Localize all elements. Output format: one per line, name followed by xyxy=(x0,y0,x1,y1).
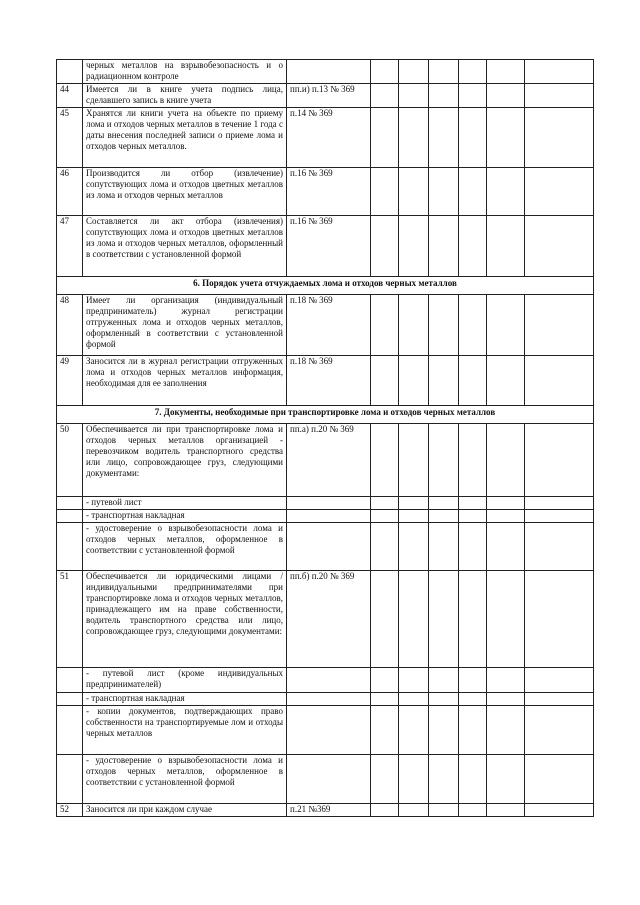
answer-cell[interactable] xyxy=(487,523,525,571)
answer-cell[interactable] xyxy=(399,668,429,693)
answer-cell[interactable] xyxy=(487,706,525,755)
answer-cell[interactable] xyxy=(371,497,399,510)
regulation-reference xyxy=(287,693,371,706)
section-title: 7. Документы, необходимые при транспортировке лома и отходов черных металлов xyxy=(57,406,594,424)
regulation-reference xyxy=(287,755,371,804)
requirement-text: черных металлов на взрывобезопасность и о радиационном контроле xyxy=(83,60,287,84)
row-number xyxy=(57,497,83,510)
answer-cell[interactable] xyxy=(399,510,429,523)
table-row xyxy=(57,668,594,693)
answer-cell[interactable] xyxy=(459,216,487,277)
table-row xyxy=(57,216,594,277)
answer-cell[interactable] xyxy=(487,424,525,497)
answer-cell[interactable] xyxy=(429,108,459,168)
table-row xyxy=(57,424,594,497)
table-row xyxy=(57,497,594,510)
answer-cell[interactable] xyxy=(371,523,399,571)
requirement-text: Заносится ли при каждом случае xyxy=(83,804,287,817)
answer-cell[interactable] xyxy=(459,295,487,356)
requirement-text: Составляется ли акт отбора (извлечения) сопутствующих лома и отходов цветных металлов из лома и отходов черных металлов, оформленный в соответствии с установленной формой xyxy=(83,216,287,277)
notes-cell[interactable] xyxy=(525,108,594,168)
document-item: - копии документов, подтверждающих право собственности на транспортируемые лом и отходы черных металлов xyxy=(83,706,287,755)
regulation-reference xyxy=(287,497,371,510)
answer-cell[interactable] xyxy=(429,706,459,755)
answer-cell[interactable] xyxy=(429,356,459,406)
row-number: 51 xyxy=(57,571,83,668)
notes-cell[interactable] xyxy=(525,168,594,216)
row-number xyxy=(57,706,83,755)
answer-cell[interactable] xyxy=(429,755,459,804)
answer-cell[interactable] xyxy=(371,84,399,108)
answer-cell[interactable] xyxy=(487,693,525,706)
answer-cell[interactable] xyxy=(459,424,487,497)
table-row xyxy=(57,356,594,406)
answer-cell[interactable] xyxy=(487,510,525,523)
answer-cell[interactable] xyxy=(459,755,487,804)
answer-cell[interactable] xyxy=(487,295,525,356)
checklist-table xyxy=(56,59,594,817)
answer-cell[interactable] xyxy=(371,668,399,693)
answer-cell[interactable] xyxy=(487,216,525,277)
answer-cell[interactable] xyxy=(459,668,487,693)
answer-cell[interactable] xyxy=(459,356,487,406)
row-number: 45 xyxy=(57,108,83,168)
table-row xyxy=(57,755,594,804)
notes-cell[interactable] xyxy=(525,424,594,497)
answer-cell[interactable] xyxy=(459,84,487,108)
answer-cell[interactable] xyxy=(459,804,487,817)
answer-cell[interactable] xyxy=(399,84,429,108)
answer-cell[interactable] xyxy=(399,523,429,571)
notes-cell[interactable] xyxy=(525,216,594,277)
answer-cell[interactable] xyxy=(487,356,525,406)
answer-cell[interactable] xyxy=(487,571,525,668)
row-number xyxy=(57,668,83,693)
answer-cell[interactable] xyxy=(459,571,487,668)
requirement-text: Обеспечивается ли юридическими лицами / индивидуальными предпринимателями при транспортировке лома и отходов черных металлов, принадлежащего им на праве собственности, водитель транспортного средства или лицо, сопровождающее груз, следующими документами: xyxy=(83,571,287,668)
answer-cell[interactable] xyxy=(371,168,399,216)
answer-cell[interactable] xyxy=(487,497,525,510)
regulation-reference: п.21 №369 xyxy=(287,804,371,817)
answer-cell[interactable] xyxy=(487,60,525,84)
answer-cell[interactable] xyxy=(459,60,487,84)
table-row xyxy=(57,706,594,755)
answer-cell[interactable] xyxy=(371,424,399,497)
answer-cell[interactable] xyxy=(459,523,487,571)
answer-cell[interactable] xyxy=(371,295,399,356)
table-row xyxy=(57,295,594,356)
answer-cell[interactable] xyxy=(371,571,399,668)
row-number xyxy=(57,693,83,706)
regulation-reference: пп.а) п.20 № 369 xyxy=(287,424,371,497)
notes-cell[interactable] xyxy=(525,693,594,706)
notes-cell[interactable] xyxy=(525,497,594,510)
document-item: - удостоверение о взрывобезопасности лома и отходов черных металлов, оформленное в соответствии с установленной формой xyxy=(83,523,287,571)
answer-cell[interactable] xyxy=(429,571,459,668)
table-row xyxy=(57,804,594,817)
answer-cell[interactable] xyxy=(399,804,429,817)
table-row xyxy=(57,108,594,168)
answer-cell[interactable] xyxy=(487,804,525,817)
answer-cell[interactable] xyxy=(459,510,487,523)
answer-cell[interactable] xyxy=(429,168,459,216)
answer-cell[interactable] xyxy=(429,216,459,277)
answer-cell[interactable] xyxy=(399,424,429,497)
requirement-text: Имеет ли организация (индивидуальный предприниматель) журнал регистрации отгруженных лома и отходов черных металлов, оформленный в соответствии с установленной формой xyxy=(83,295,287,356)
regulation-reference: пп.и) п.13 № 369 xyxy=(287,84,371,108)
answer-cell[interactable] xyxy=(399,706,429,755)
answer-cell[interactable] xyxy=(429,693,459,706)
row-number: 48 xyxy=(57,295,83,356)
row-number: 50 xyxy=(57,424,83,497)
row-number xyxy=(57,60,83,84)
row-number xyxy=(57,523,83,571)
answer-cell[interactable] xyxy=(371,510,399,523)
notes-cell[interactable] xyxy=(525,510,594,523)
answer-cell[interactable] xyxy=(429,84,459,108)
regulation-reference xyxy=(287,510,371,523)
answer-cell[interactable] xyxy=(487,755,525,804)
regulation-reference: пп.б) п.20 № 369 xyxy=(287,571,371,668)
answer-cell[interactable] xyxy=(459,497,487,510)
answer-cell[interactable] xyxy=(459,108,487,168)
requirement-text: Производится ли отбор (извлечение) сопутствующих лома и отходов цветных металлов из лома и отходов черных металлов xyxy=(83,168,287,216)
answer-cell[interactable] xyxy=(429,668,459,693)
notes-cell[interactable] xyxy=(525,523,594,571)
answer-cell[interactable] xyxy=(371,108,399,168)
document-item: - путевой лист xyxy=(83,497,287,510)
answer-cell[interactable] xyxy=(399,693,429,706)
regulation-reference xyxy=(287,706,371,755)
notes-cell[interactable] xyxy=(525,60,594,84)
requirement-text: Хранятся ли книги учета на объекте по приему лома и отходов черных металлов в течение 1 года с даты внесения последней записи о приеме лома и отходов черных металлов. xyxy=(83,108,287,168)
row-number: 47 xyxy=(57,216,83,277)
answer-cell[interactable] xyxy=(429,510,459,523)
answer-cell[interactable] xyxy=(399,295,429,356)
answer-cell[interactable] xyxy=(487,168,525,216)
table-row xyxy=(57,693,594,706)
notes-cell[interactable] xyxy=(525,571,594,668)
answer-cell[interactable] xyxy=(459,693,487,706)
requirement-text: Обеспечивается ли при транспортировке лома и отходов черных металлов организацией - перевозчиком водитель транспортного средства или лицо, сопровождающее груз, следующими документами: xyxy=(83,424,287,497)
answer-cell[interactable] xyxy=(399,571,429,668)
answer-cell[interactable] xyxy=(371,60,399,84)
table-row xyxy=(57,84,594,108)
regulation-reference: п.18 № 369 xyxy=(287,295,371,356)
answer-cell[interactable] xyxy=(399,216,429,277)
answer-cell[interactable] xyxy=(429,804,459,817)
table-row xyxy=(57,523,594,571)
notes-cell[interactable] xyxy=(525,804,594,817)
row-number: 52 xyxy=(57,804,83,817)
answer-cell[interactable] xyxy=(459,168,487,216)
answer-cell[interactable] xyxy=(371,755,399,804)
answer-cell[interactable] xyxy=(487,668,525,693)
document-item: - транспортная накладная xyxy=(83,693,287,706)
section-header xyxy=(57,277,594,295)
regulation-reference xyxy=(287,60,371,84)
answer-cell[interactable] xyxy=(399,356,429,406)
regulation-reference: п.14 № 369 xyxy=(287,108,371,168)
regulation-reference xyxy=(287,523,371,571)
answer-cell[interactable] xyxy=(429,523,459,571)
answer-cell[interactable] xyxy=(399,60,429,84)
table-row xyxy=(57,60,594,84)
regulation-reference: п.18 № 369 xyxy=(287,356,371,406)
document-item: - транспортная накладная xyxy=(83,510,287,523)
row-number xyxy=(57,755,83,804)
table-row xyxy=(57,510,594,523)
regulation-reference: п.16 № 369 xyxy=(287,216,371,277)
row-number: 44 xyxy=(57,84,83,108)
answer-cell[interactable] xyxy=(399,755,429,804)
regulation-reference xyxy=(287,668,371,693)
answer-cell[interactable] xyxy=(487,108,525,168)
notes-cell[interactable] xyxy=(525,706,594,755)
document-item: - путевой лист (кроме индивидуальных предпринимателей) xyxy=(83,668,287,693)
table-row xyxy=(57,168,594,216)
section-header xyxy=(57,406,594,424)
answer-cell[interactable] xyxy=(429,295,459,356)
answer-cell[interactable] xyxy=(487,84,525,108)
answer-cell[interactable] xyxy=(371,706,399,755)
answer-cell[interactable] xyxy=(429,424,459,497)
requirement-text: Заносится ли в журнал регистрации отгруженных лома и отходов черных металлов информация, необходимая для ее заполнения xyxy=(83,356,287,406)
notes-cell[interactable] xyxy=(525,755,594,804)
notes-cell[interactable] xyxy=(525,668,594,693)
requirement-text: Имеется ли в книге учета подпись лица, сделавшего запись в книге учета xyxy=(83,84,287,108)
answer-cell[interactable] xyxy=(371,356,399,406)
row-number: 46 xyxy=(57,168,83,216)
row-number: 49 xyxy=(57,356,83,406)
notes-cell[interactable] xyxy=(525,295,594,356)
notes-cell[interactable] xyxy=(525,84,594,108)
section-title: 6. Порядок учета отчуждаемых лома и отходов черных металлов xyxy=(57,277,594,295)
document-item: - удостоверение о взрывобезопасности лома и отходов черных металлов, оформленное в соответствии с установленной формой xyxy=(83,755,287,804)
answer-cell[interactable] xyxy=(371,693,399,706)
row-number xyxy=(57,510,83,523)
answer-cell[interactable] xyxy=(429,497,459,510)
answer-cell[interactable] xyxy=(459,706,487,755)
answer-cell[interactable] xyxy=(399,497,429,510)
table-row xyxy=(57,571,594,668)
answer-cell[interactable] xyxy=(371,216,399,277)
answer-cell[interactable] xyxy=(429,60,459,84)
regulation-reference: п.16 № 369 xyxy=(287,168,371,216)
answer-cell[interactable] xyxy=(371,804,399,817)
answer-cell[interactable] xyxy=(399,108,429,168)
notes-cell[interactable] xyxy=(525,356,594,406)
answer-cell[interactable] xyxy=(399,168,429,216)
